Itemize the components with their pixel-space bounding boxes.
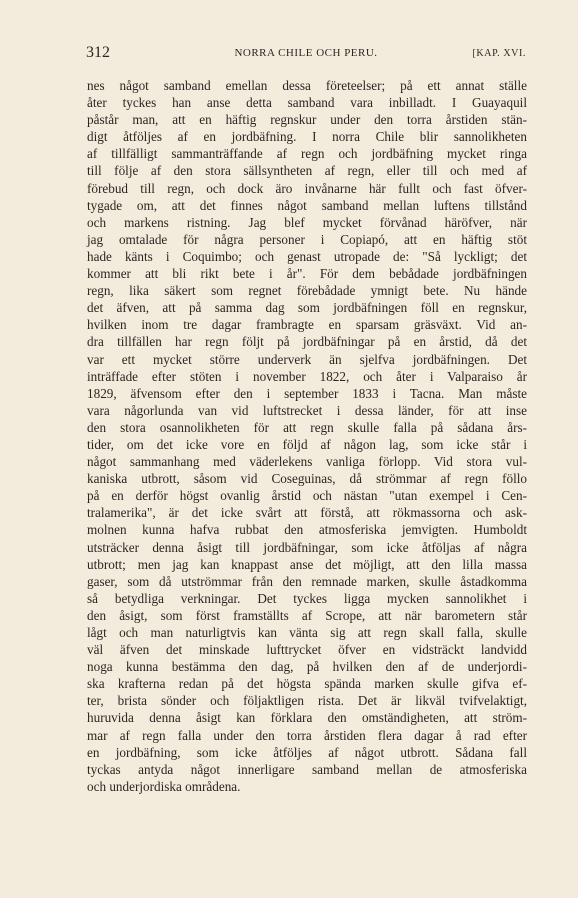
running-title: NORRA CHILE OCH PERU.	[234, 47, 378, 59]
text-line: påstår man, att en häftig regnskur under den torra årstiden stän-	[87, 112, 527, 128]
text-line: inträffade efter stöten i november 1822, och åter i Valparaiso år	[87, 368, 527, 384]
text-line: hvilken inom tre dagar frambragte en sparsam gräsväxt. Vid an-	[87, 317, 527, 333]
text-line: och underjordiska områdena.	[87, 778, 241, 794]
text-line: tygade om, att det finnes något samband mellan luftens tillstånd	[87, 197, 527, 213]
text-line: till följe af den stora sällsyntheten af regn, eller till och med af	[87, 163, 527, 179]
text-line: molnen kunna hafva rubbat den atmosferiska jemvigten. Humboldt	[87, 522, 527, 538]
text-line: utbrott; men jag kan knappast anse det möjligt, att den lilla massa	[87, 556, 527, 572]
text-line: ska krafterna redan på det högsta spända marken skulle gifva ef-	[87, 676, 527, 692]
text-line: så betydliga verkningar. Det tyckes ligga mycken sannolikhet i	[87, 590, 527, 606]
text-line: tider, om det icke vore en följd af någon lag, som icke står i	[87, 436, 527, 452]
text-line: mar af regn falla under den torra årstiden flera dagar å rad efter	[87, 727, 527, 743]
text-line: gaser, som då utströmmar från den remnade marken, skulle åstadkomma	[87, 573, 527, 589]
text-line: något sammanhang med väderlekens vanliga förlopp. Vid stora vul-	[87, 454, 527, 470]
text-line: tralamerika", är det icke svårt att förstå, att rökmassorna och ask-	[87, 505, 527, 521]
text-line: hade känts i Coquimbo; och genast utropade de: "Så lyckligt; det	[87, 248, 527, 264]
text-line: och markens ristning. Jag blef mycket förvånad häröfver, när	[87, 214, 527, 230]
text-line: var ett mycket större underverk än sjelfva jordbäfningen. Det	[87, 351, 527, 367]
chapter-reference: [KAP. XVI.	[472, 48, 526, 59]
text-line: digt åtföljes af en jordbäfning. I norra Chile blir sannolikheten	[87, 129, 527, 145]
text-line: åter tyckes han anse detta samband vara inbilladt. I Guayaquil	[87, 95, 527, 111]
text-line: den stora osannolikheten för att regn skulle falla på sådana års-	[87, 419, 527, 435]
text-line: jag omtalade för några personer i Copiapó, att en häftig stöt	[87, 231, 527, 247]
text-line: lågt och man naturligtvis kan vänta sig att regn skall falla, skulle	[87, 625, 527, 640]
body-text	[87, 77, 527, 795]
text-line: kaniska utbrott, såsom vid Coseguinas, då strömmar af regn föllo	[87, 471, 527, 487]
text-line: förebud till regn, och dock äro invånarne här fullt och fast öfver-	[87, 180, 527, 196]
text-line: ter, brista sönder och följaktligen rista. Det är likväl tvifvelaktigt,	[87, 693, 527, 709]
text-line: kommer att bli rikt bete i år". För dem bebådade jordbäfningen	[87, 266, 527, 282]
text-line: nes något samband emellan dessa företeelser; på ett annat ställe	[87, 78, 527, 93]
text-line: en jordbäfning, som icke åtföljes af något utbrott. Sådana fall	[87, 744, 527, 760]
text-line: af tillfälligt sammanträffande af regn och jordbäfning mycket ringa	[87, 146, 527, 162]
text-line: det äfven, att på samma dag som jordbäfningen föll en regnskur,	[87, 300, 527, 316]
text-line: regn, lika säkert som regnet förebådade ymnigt bete. Nu hände	[87, 283, 527, 299]
text-line: huruvida denna åsigt kan förklara den omständigheten, att ström-	[87, 710, 527, 726]
text-line: 1829, äfvensom efter den i september 1833 i Tacna. Man måste	[87, 385, 527, 401]
text-line: dra tillfällen har regn följt på jordbäfningar på en årstid, då det	[87, 334, 527, 350]
text-line: utsträcker denna åsigt till jordbäfningar, som icke åtföljas af några	[87, 539, 527, 555]
text-line: tyckas antyda något innerligare samband mellan de atmosferiska	[87, 761, 527, 777]
text-line: noga kunna bestämma den dag, på hvilken den af de underjordi-	[87, 659, 527, 675]
text-line: den åsigt, som först framställts af Scrope, att när barometern står	[87, 607, 527, 623]
text-line: vara någorlunda van vid luftstrecket i dessa länder, för att inse	[87, 402, 527, 418]
page-header	[86, 44, 526, 66]
text-line: väl äfven det minskade lufttrycket öfver en vidsträckt landvidd	[87, 642, 527, 658]
page-number: 312	[86, 44, 110, 61]
text-line: på en derför högst ovanlig årstid och nästan "utan exempel i Cen-	[87, 488, 527, 504]
